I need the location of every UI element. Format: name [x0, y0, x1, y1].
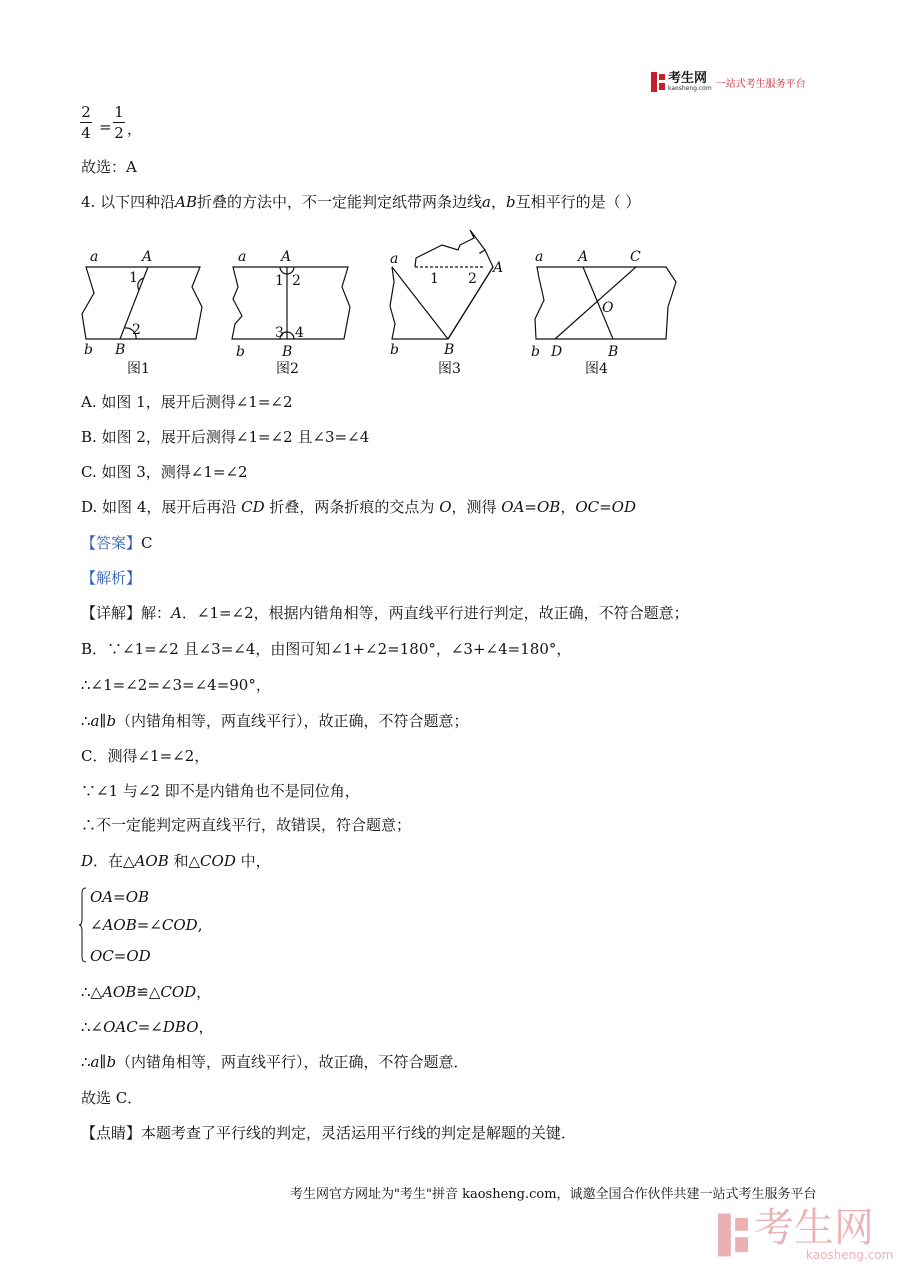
- sol-ita: b: [106, 1053, 117, 1071]
- sol-text: （内错角相等，两直线平行），故正确，不符合题意；: [116, 712, 469, 730]
- fig4-label-A: A: [578, 249, 589, 265]
- solution-line-12: 故选 C．: [81, 1089, 143, 1107]
- fig2-label-B: B: [282, 344, 293, 360]
- solution-line-13: [81, 1123, 576, 1143]
- solution-line-3: ∴∠1=∠2=∠3=∠4=90°，: [81, 676, 271, 694]
- fig4-label-C: C: [630, 249, 641, 265]
- question-sep: ，: [490, 193, 506, 211]
- footer-text: [290, 1183, 817, 1202]
- sol-text: ．在△: [93, 852, 135, 870]
- sol-text: （内错角相等，两直线平行），故正确，不符合题意．: [116, 1053, 469, 1071]
- sol-ita: a: [90, 712, 100, 730]
- option-text: 如图 2，展开后测得∠1=∠2 且∠3=∠4: [101, 428, 370, 446]
- option-text: ，测得: [451, 498, 502, 516]
- solution-line-6: ∵∠1 与∠2 即不是内错角也不是同位角，: [81, 782, 360, 800]
- fraction-left-denominator: 4: [81, 124, 91, 142]
- fig3-caption: 图3: [438, 361, 461, 377]
- sol-text: ．∠1=∠2，根据内错角相等，两直线平行进行判定，故正确，不符合题意；: [181, 604, 689, 622]
- fig2-caption: 图2: [276, 361, 299, 377]
- fraction-tail: ，: [127, 120, 143, 138]
- fig3-label-1: 1: [430, 271, 439, 287]
- sol-text: 本题考查了平行线的判定，灵活运用平行线的判定是解题的关键．: [141, 1124, 577, 1142]
- option-text: ，: [560, 498, 576, 516]
- option-text: 如图 4，展开后再沿: [102, 498, 242, 516]
- fig2-label-1: 1: [275, 273, 284, 289]
- fraction-equals: =: [99, 118, 112, 136]
- sol-text: =∠: [136, 916, 162, 934]
- brace-icon: [79, 887, 87, 963]
- question-a: a: [481, 193, 491, 211]
- sol-text: ∴: [81, 1053, 91, 1071]
- fig2-label-a: a: [238, 249, 247, 265]
- footer-site-link[interactable]: kaosheng.com: [462, 1187, 557, 1202]
- option-key: B.: [81, 428, 97, 446]
- fig3-label-2: 2: [468, 271, 477, 287]
- prev-answer: 故选：A: [81, 158, 137, 176]
- watermark-name: 考生网: [754, 1205, 874, 1251]
- kaosheng-logo-icon: [651, 72, 665, 92]
- solution-line-11: [81, 1052, 469, 1072]
- solution-line-10: [81, 1017, 214, 1037]
- footer-part: 考生网官方网址为"考生"拼音: [290, 1187, 463, 1202]
- option-text: 如图 1，展开后测得∠1=∠2: [101, 393, 293, 411]
- header-logo: [651, 72, 806, 92]
- figure-2: [232, 267, 350, 339]
- footer-part: ，诚邀全国合作伙伴共建一站式考生服务平台: [556, 1187, 817, 1202]
- solution-line-2: B．∵∠1=∠2 且∠3=∠4，由图可知∠1+∠2=180°，∠3+∠4=180°，: [81, 640, 572, 658]
- sol-text: 中，: [235, 852, 271, 870]
- fig2-label-b: b: [236, 344, 245, 360]
- sol-ita: D: [81, 852, 94, 870]
- fig1-label-B: B: [115, 342, 126, 358]
- logo-site: kaosheng.com: [668, 85, 712, 92]
- solution-line-8: [81, 851, 271, 871]
- sol-ita: COD: [160, 983, 197, 1001]
- option-key: A.: [81, 393, 97, 411]
- fraction-right-denominator: 2: [114, 124, 124, 142]
- figure-1: [82, 267, 202, 339]
- sol-ita: OAC: [103, 1018, 138, 1036]
- system-eq-1: OA=OB: [90, 888, 150, 906]
- watermark-site: kaosheng.com: [806, 1248, 894, 1262]
- fraction-left-numerator: 2: [81, 103, 91, 121]
- option-a: [81, 392, 293, 412]
- sol-text: ，: [198, 1018, 214, 1036]
- fig1-label-1: 1: [129, 270, 138, 286]
- fig4-label-b: b: [531, 344, 540, 360]
- sol-ita: AOB: [134, 852, 169, 870]
- fraction-right-numerator: 1: [114, 103, 124, 121]
- fig1-caption: 图1: [127, 361, 150, 377]
- sol-text: 和△: [168, 852, 201, 870]
- fig1-label-a: a: [90, 249, 99, 265]
- solution-line-4: [81, 711, 469, 731]
- fig3-label-B: B: [444, 342, 455, 358]
- sol-text: ,: [197, 916, 203, 934]
- sol-text: =∠: [137, 1018, 163, 1036]
- system-eq-2: [90, 915, 202, 935]
- option-d: [81, 497, 636, 517]
- option-text: 折叠，两条折痕的交点为: [264, 498, 440, 516]
- fig4-label-B: B: [608, 344, 619, 360]
- option-key: C.: [81, 463, 97, 481]
- question-number: 4.: [81, 193, 96, 211]
- option-eq2: OC=OD: [575, 498, 637, 516]
- sol-text: ∥: [99, 712, 107, 730]
- solution-line-5: C．测得∠1=∠2，: [81, 747, 210, 765]
- option-c: [81, 462, 248, 482]
- option-text: 如图 3，测得∠1=∠2: [101, 463, 248, 481]
- fig4-label-O: O: [602, 300, 614, 316]
- sol-ita: COD: [161, 916, 198, 934]
- sol-ita: COD: [200, 852, 236, 870]
- answer-label: 【答案】: [81, 534, 142, 552]
- sol-ita: AOB: [102, 983, 137, 1001]
- fig3-label-b: b: [390, 342, 399, 358]
- option-o: O: [439, 498, 452, 516]
- option-eq1: OA=OB: [501, 498, 561, 516]
- fig1-label-b: b: [84, 342, 93, 358]
- answer-line: [81, 533, 153, 553]
- watermark-logo-icon: [718, 1213, 748, 1257]
- sol-text: ∠: [90, 916, 103, 934]
- system-eq-3: OC=OD: [90, 947, 151, 965]
- fig2-label-A: A: [281, 249, 292, 265]
- logo-slogan: 一站式考生服务平台: [715, 78, 806, 90]
- sol-text: ∴∠: [81, 1018, 104, 1036]
- analysis-label: 【解析】: [81, 569, 142, 587]
- option-cd: CD: [241, 498, 265, 516]
- fig3-label-A: A: [493, 260, 504, 276]
- sol-ita: a: [90, 1053, 100, 1071]
- figures: [70, 220, 710, 385]
- solution-line-7: ∴不一定能判定两直线平行，故错误，符合题意；: [81, 816, 412, 834]
- sol-ita: A: [171, 604, 182, 622]
- fraction-left: [80, 103, 92, 142]
- solution-line-9: [81, 982, 211, 1002]
- question-part: 以下四种沿: [100, 193, 176, 211]
- question-ab: AB: [175, 193, 197, 211]
- fig1-label-2: 2: [132, 322, 141, 338]
- option-key: D.: [81, 498, 98, 516]
- watermark: [718, 1205, 894, 1262]
- fig1-label-A: A: [142, 249, 153, 265]
- fig4-label-D: D: [551, 344, 563, 360]
- question-b: b: [505, 193, 516, 211]
- fig2-label-2: 2: [292, 273, 301, 289]
- sol-text: ∴: [81, 712, 91, 730]
- figure-3: [390, 230, 493, 339]
- logo-name: 考生网: [668, 71, 708, 86]
- sol-ita: AOB: [102, 916, 137, 934]
- sol-text: ∴△: [81, 983, 103, 1001]
- fig2-label-3: 3: [275, 325, 284, 341]
- sol-ita: b: [106, 712, 117, 730]
- sol-text: ≌△: [136, 983, 161, 1001]
- answer-value: C: [141, 534, 153, 552]
- question-text: [81, 192, 640, 212]
- fig4-label-a: a: [535, 249, 544, 265]
- sol-text: 解：: [141, 604, 172, 622]
- solution-line-1: [81, 603, 689, 623]
- fig4-caption: 图4: [585, 361, 608, 377]
- comment-label: 【点睛】: [81, 1124, 142, 1142]
- sol-text: ∥: [99, 1053, 107, 1071]
- fraction-right: [113, 103, 125, 142]
- question-part: 互相平行的是（ ）: [515, 193, 641, 211]
- option-b: [81, 427, 369, 447]
- question-part: 折叠的方法中，不一定能判定纸带两条边线: [196, 193, 482, 211]
- fig3-label-a: a: [390, 251, 399, 267]
- detail-label: 【详解】: [81, 604, 142, 622]
- fig2-label-4: 4: [295, 325, 304, 341]
- sol-ita: DBO: [162, 1018, 199, 1036]
- sol-text: ，: [196, 983, 212, 1001]
